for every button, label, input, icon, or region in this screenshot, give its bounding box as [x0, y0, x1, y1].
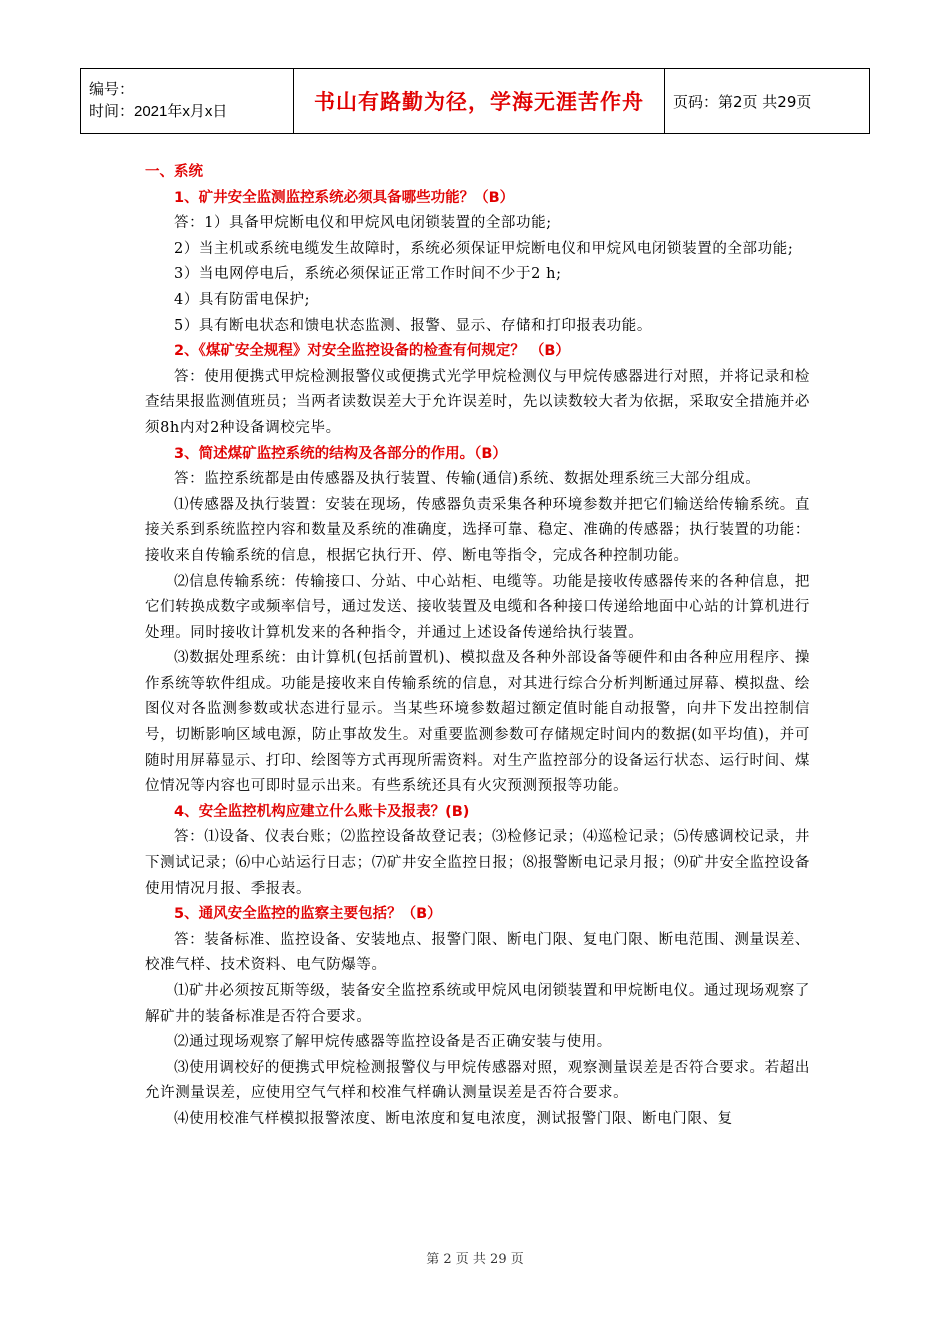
- header-motto: 书山有路勤为径，学海无涯苦作舟: [294, 69, 665, 134]
- document-body: [145, 160, 810, 1133]
- q4-answer: 答：⑴设备、仪表台账；⑵监控设备故登记表；⑶检修记录；⑷巡检记录；⑸传感调校记录，井下测试记录；⑹中心站运行日志；⑺矿井安全监控日报；⑻报警断电记录月报；⑼矿井安全监控设备使用情况月报、季报表。: [145, 829, 810, 897]
- q5-paragraph-3: ⑵通过现场观察了解甲烷传感器等监控设备是否正确安装与使用。: [174, 1034, 612, 1051]
- q1-line-5: 5）具有断电状态和馈电状态监测、报警、显示、存储和打印报表功能。: [174, 317, 652, 334]
- question-2-title: 2、《煤矿安全规程》对安全监控设备的检查有何规定？ （B）: [174, 343, 570, 360]
- section-title: 一、系统: [145, 164, 203, 180]
- q3-paragraph-1: 答：监控系统都是由传感器及执行装置、传输(通信)系统、数据处理系统三大部分组成。: [174, 471, 761, 488]
- q3-paragraph-3: ⑵信息传输系统：传输接口、分站、中心站柜、电缆等。功能是接收传感器传来的各种信息，把它们转换成数字或频率信号，通过发送、接收装置及电缆和各种接口传递给地面中心站的计算机进行处理。同时接收计算机发来的各种指令，并通过上述设备传递给执行装置。: [145, 573, 810, 641]
- page-footer: 第 2 页 共 29 页: [426, 1252, 524, 1267]
- q1-line-1: 答：1）具备甲烷断电仪和甲烷风电闭锁装置的全部功能;: [174, 215, 552, 232]
- header-page-info: 页码：第2页 共29页: [665, 69, 870, 134]
- q5-paragraph-5: ⑷使用校准气样模拟报警浓度、断电浓度和复电浓度，测试报警门限、断电门限、复: [174, 1110, 733, 1127]
- q3-paragraph-2: ⑴传感器及执行装置：安装在现场，传感器负责采集各种环境参数并把它们输送给传输系统。直接关系到系统监控内容和数量及系统的准确度，选择可靠、稳定、准确的传感器；执行装置的功能：接收来自传输系统的信息，根据它执行开、停、断电等指令，完成各种控制功能。: [145, 496, 810, 564]
- q1-line-4: 4）具有防雷电保护;: [174, 291, 311, 308]
- q3-paragraph-4: ⑶数据处理系统：由计算机(包括前置机)、模拟盘及各种外部设备等硬件和由各种应用程序、操作系统等软件组成。功能是接收来自传输系统的信息，对其进行综合分析判断通过屏幕、模拟盘、绘图仪对各监测参数或状态进行显示。当某些环境参数超过额定值时能自动报警，向井下发出控制信号，切断影响区域电源，防止事故发生。对重要监测参数可存储规定时间内的数据(如平均值)，并可随时用屏幕显示、打印、绘图等方式再现所需资料。对生产监控部分的设备运行状态、运行时间、煤位情况等内容也可即时显示出来。有些系统还具有火灾预测预报等功能。: [145, 650, 810, 795]
- question-3-title: 3、简述煤矿监控系统的结构及各部分的作用。（B）: [174, 445, 507, 462]
- q1-line-2: 2）当主机或系统电缆发生故障时，系统必须保证甲烷断电仪和甲烷风电闭锁装置的全部功能;: [174, 240, 794, 257]
- question-4-title: 4、安全监控机构应建立什么账卡及报表？(B): [174, 803, 470, 820]
- q2-answer: 答：使用便携式甲烷检测报警仪或便携式光学甲烷检测仪与甲烷传感器进行对照，并将记录和检查结果报监测值班员；当两者读数误差大于允许误差时，先以读数较大者为依据，采取安全措施并必须8h内对2种设备调校完毕。: [145, 368, 810, 436]
- document-header: [80, 68, 870, 134]
- header-number-label: 编号：: [89, 81, 135, 98]
- q5-paragraph-1: 答：装备标准、监控设备、安装地点、报警门限、断电门限、复电门限、断电范围、测量误差、校准气样、技术资料、电气防爆等。: [145, 931, 810, 974]
- q1-line-3: 3）当电网停电后，系统必须保证正常工作时间不少于2 h;: [174, 266, 562, 283]
- q5-paragraph-4: ⑶使用调校好的便携式甲烷检测报警仪与甲烷传感器对照，观察测量误差是否符合要求。若超出允许测量误差，应使用空气气样和校准气样确认测量误差是否符合要求。: [145, 1059, 810, 1102]
- header-meta: [81, 69, 294, 134]
- q5-paragraph-2: ⑴矿井必须按瓦斯等级，装备安全监控系统或甲烷风电闭锁装置和甲烷断电仪。通过现场观察了解矿井的装备标准是否符合要求。: [145, 983, 810, 1025]
- question-5-title: 5、通风安全监控的监察主要包括？（B）: [174, 906, 442, 923]
- question-1-title: 1、矿井安全监测监控系统必须具备哪些功能？（B）: [174, 189, 515, 206]
- header-time-label: 时间：2021年x月x日: [89, 103, 228, 120]
